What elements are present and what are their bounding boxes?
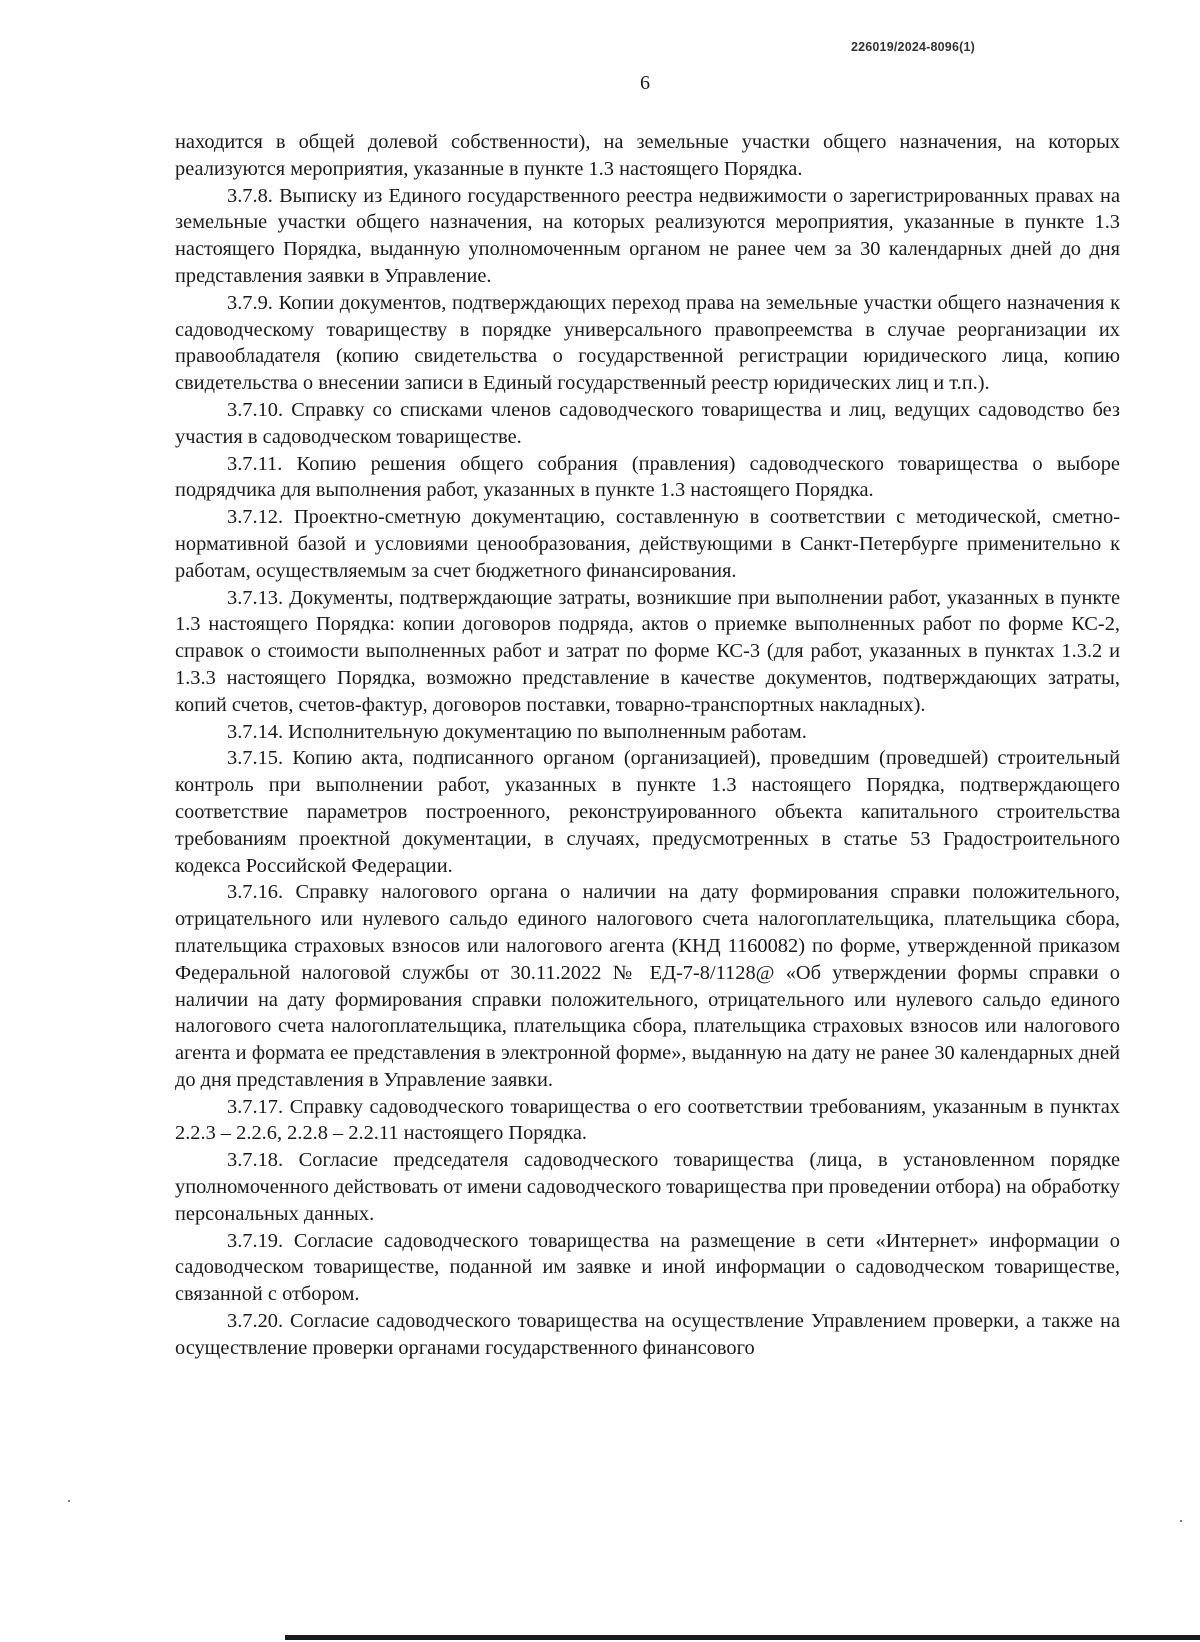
paragraph-3-7-13: 3.7.13. Документы, подтверждающие затраты, возникшие при выполнении работ, указанных в пункте 1.3 настоящего Порядка: копии договоров подряда, актов о приемке выполненных работ по форме КС-2, справок о стоимости выполненных работ и затрат по форме КС-3 (для работ, указанных в пунктах 1.3.2 и 1.3.3 настоящего Порядка, возможно представление в качестве документов, подтверждающих затраты, копий счетов, счетов-фактур, договоров поставки, товарно-транспортных накладных). (175, 586, 1120, 716)
paragraph-3-7-9: 3.7.9. Копии документов, подтверждающих переход права на земельные участки общего назначения к садоводческому товариществу в порядке универсального правопреемства в случае реорганизации их правообладателя (копию свидетельства о государственной регистрации юридического лица, копию свидетельства о внесении записи в Единый государственный реестр юридических лиц и т.п.). (175, 291, 1120, 395)
paragraph-3-7-16: 3.7.16. Справку налогового органа о наличии на дату формирования справки положительного, отрицательного или нулевого сальдо единого налогового счета налогоплательщика, плательщика сбора, плательщика страховых взносов или налогового агента (КНД 1160082) по форме, утвержденной приказом Федеральной налоговой службы от 30.11.2022 № ЕД-7-8/1128@ «Об утверждении формы справки о наличии на дату формирования справки положительного, отрицательного или нулевого сальдо единого налогового счета налогоплательщика, плательщика сбора, плательщика страховых взносов или налогового агента и формата ее представления в электронной форме», выданную на дату не ранее 30 календарных дней до дня представления в Управление заявки. (175, 881, 1120, 1091)
paragraph-3-7-20: 3.7.20. Согласие садоводческого товарищества на осуществление Управлением проверки, а также на осуществление проверки органами государственного финансового (175, 1310, 1120, 1359)
paragraph-3-7-14: 3.7.14. Исполнительную документацию по выполненным работам. (227, 720, 807, 743)
document-body (175, 129, 1120, 1362)
paragraph-3-7-10: 3.7.10. Справку со списками членов садоводческого товарищества и лиц, ведущих садоводство без участия в садоводческом товариществе. (175, 398, 1120, 448)
document-id: 226019/2024-8096(1) (850, 40, 975, 54)
scan-speck (1180, 1520, 1182, 1522)
page-number: 6 (640, 72, 650, 94)
scan-edge-line (285, 1635, 1200, 1640)
paragraph-3-7-15: 3.7.15. Копию акта, подписанного органом (организацией), проведшим (проведшей) строительный контроль при выполнении работ, указанных в пункте 1.3 настоящего Порядка, подтверждающего соответствие параметров построенного, реконструированного объекта капитального строительства требованиям проектной документации, в случаях, предусмотренных в статье 53 Градостроительного кодекса Российской Федерации. (175, 747, 1120, 877)
paragraph-3-7-18: 3.7.18. Согласие председателя садоводческого товарищества (лица, в установленном порядке уполномоченного действовать от имени садоводческого товарищества при проведении отбора) на обработку персональных данных. (175, 1149, 1120, 1225)
paragraph-3-7-17: 3.7.17. Справку садоводческого товарищества о его соответствии требованиям, указанным в пунктах 2.2.3 – 2.2.6, 2.2.8 – 2.2.11 настоящего Порядка. (175, 1095, 1120, 1145)
paragraph-3-7-12: 3.7.12. Проектно-сметную документацию, составленную в соответствии с методической, сметно-нормативной базой и условиями ценообразования, действующими в Санкт-Петербурге применительно к работам, осуществляемым за счет бюджетного финансирования. (175, 506, 1120, 582)
paragraph-3-7-11: 3.7.11. Копию решения общего собрания (правления) садоводческого товарищества о выборе подрядчика для выполнения работ, указанных в пункте 1.3 настоящего Порядка. (175, 452, 1120, 502)
paragraph-3-7-8: 3.7.8. Выписку из Единого государственного реестра недвижимости о зарегистрированных правах на земельные участки общего назначения, на которых реализуются мероприятия, указанные в пункте 1.3 настоящего Порядка, выданную уполномоченным органом не ранее чем за 30 календарных дней до дня представления заявки в Управление. (175, 184, 1120, 287)
paragraph-3-7-19: 3.7.19. Согласие садоводческого товарищества на размещение в сети «Интернет» информации о садоводческом товариществе, поданной им заявке и иной информации о садоводческом товариществе, связанной с отбором. (175, 1229, 1120, 1306)
scan-speck (68, 1500, 70, 1502)
paragraph-continuation: находится в общей долевой собственности), на земельные участки общего назначения, на которых реализуются мероприятия, указанные в пункте 1.3 настоящего Порядка. (175, 131, 1120, 180)
